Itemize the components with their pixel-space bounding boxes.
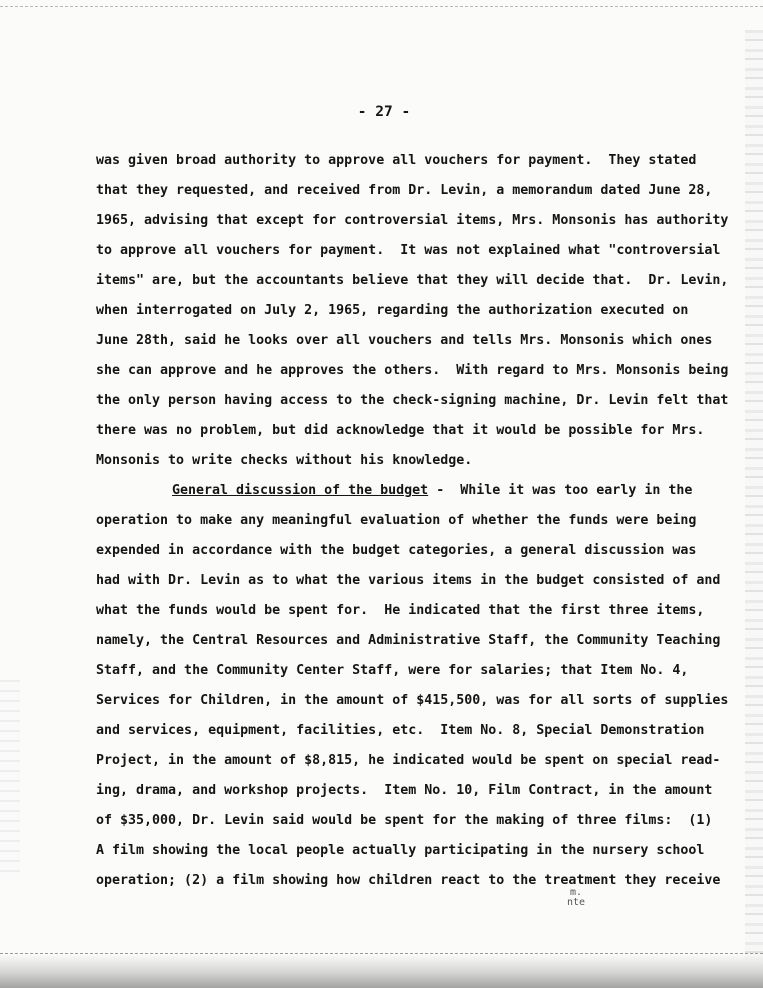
text-line: Services for Children, in the amount of $415,500, was for all sorts of supplies <box>96 693 729 708</box>
text-line: when interrogated on July 2, 1965, regarding the authorization executed on <box>96 303 689 318</box>
section-heading-line <box>172 483 692 499</box>
text-line: 1965, advising that except for controversial items, Mrs. Monsonis has authority <box>96 213 729 228</box>
stray-mark: m. <box>570 887 583 898</box>
section-heading-rest: - While it was too early in the <box>428 483 693 498</box>
text-line: there was no problem, but did acknowledge that it would be possible for Mrs. <box>96 423 705 438</box>
text-line: items" are, but the accountants believe that they will decide that. Dr. Levin, <box>96 273 729 288</box>
text-line: had with Dr. Levin as to what the various items in the budget consisted of and <box>96 573 721 588</box>
text-line: namely, the Central Resources and Administrative Staff, the Community Teaching <box>96 633 721 648</box>
text-line: she can approve and he approves the others. With regard to Mrs. Monsonis being <box>96 363 729 378</box>
text-line: operation; (2) a film showing how children react to the treatment they receive <box>96 873 721 888</box>
text-line: Staff, and the Community Center Staff, were for salaries; that Item No. 4, <box>96 663 689 678</box>
text-line: Monsonis to write checks without his knowledge. <box>96 453 473 468</box>
text-line: June 28th, said he looks over all vouchers and tells Mrs. Monsonis which ones <box>96 333 713 348</box>
text-line: was given broad authority to approve all vouchers for payment. They stated <box>96 153 697 168</box>
text-line: and services, equipment, facilities, etc. Item No. 8, Special Demonstration <box>96 723 705 738</box>
scan-right-edge <box>745 30 763 960</box>
text-line: to approve all vouchers for payment. It was not explained what "controversial <box>96 243 721 258</box>
text-line: Project, in the amount of $8,815, he indicated would be spent on special read- <box>96 753 721 768</box>
text-line: expended in accordance with the budget categories, a general discussion was <box>96 543 697 558</box>
text-line: what the funds would be spent for. He indicated that the first three items, <box>96 603 705 618</box>
text-line: of $35,000, Dr. Levin said would be spent for the making of three films: (1) <box>96 813 713 828</box>
scan-left-edge <box>0 680 20 880</box>
scan-bottom-edge <box>0 954 763 988</box>
page-number: - 27 - <box>357 104 411 120</box>
text-line: the only person having access to the check-signing machine, Dr. Levin felt that <box>96 393 729 408</box>
text-line: ing, drama, and workshop projects. Item No. 10, Film Contract, in the amount <box>96 783 713 798</box>
stray-mark: nte <box>567 897 586 908</box>
text-line: A film showing the local people actually participating in the nursery school <box>96 843 705 858</box>
page-top-edge <box>0 0 763 7</box>
text-line: operation to make any meaningful evaluation of whether the funds were being <box>96 513 697 528</box>
text-line: that they requested, and received from Dr. Levin, a memorandum dated June 28, <box>96 183 713 198</box>
section-heading: General discussion of the budget <box>172 483 429 498</box>
